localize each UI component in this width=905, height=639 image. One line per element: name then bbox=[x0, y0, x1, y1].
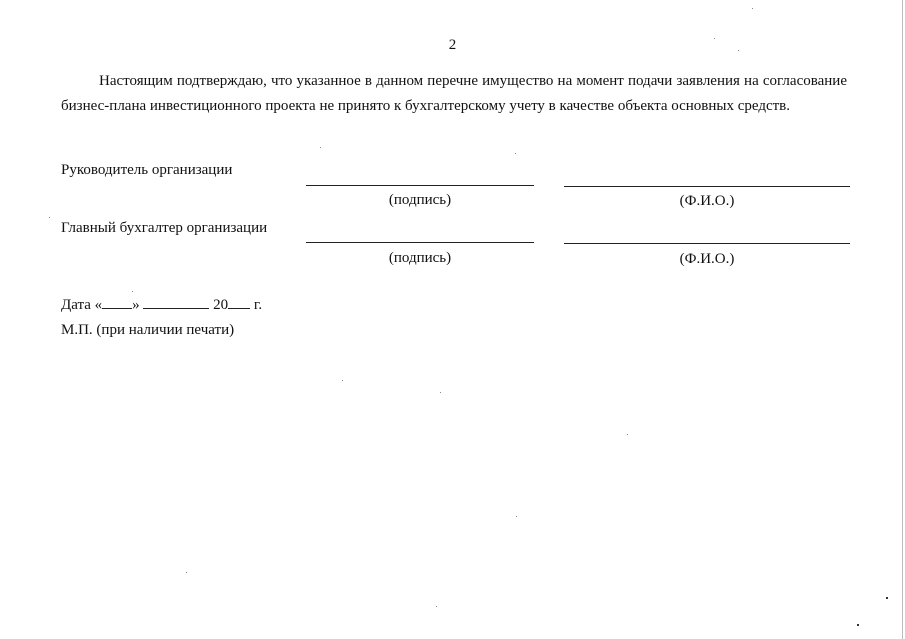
scan-speck bbox=[186, 572, 187, 573]
page-number: 2 bbox=[448, 37, 457, 53]
scan-speck bbox=[886, 597, 888, 599]
scan-speck bbox=[516, 516, 517, 517]
date-label: Дата « bbox=[61, 297, 103, 313]
scan-speck bbox=[342, 380, 343, 381]
stamp-note: М.П. (при наличии печати) bbox=[61, 322, 235, 338]
head-name-line bbox=[564, 186, 850, 187]
scan-speck bbox=[49, 217, 50, 218]
month-blank bbox=[143, 294, 209, 309]
head-signature-caption: (подпись) bbox=[388, 192, 452, 208]
scan-speck bbox=[320, 147, 321, 148]
scan-speck bbox=[714, 38, 715, 39]
scan-speck bbox=[752, 8, 753, 9]
scan-speck bbox=[436, 606, 437, 607]
scan-speck bbox=[132, 291, 133, 292]
scan-speck bbox=[627, 434, 628, 435]
confirmation-paragraph: Настоящим подтверждаю, что указанное в данном перечне имущество на момент подачи заявления на согласование бизнес-плана инвестиционного проекта не принято к бухгалтерскому учету в качестве объекта основных средств. bbox=[61, 73, 847, 114]
accountant-name-line bbox=[564, 243, 850, 244]
year-suffix: г. bbox=[253, 297, 263, 313]
year-blank bbox=[228, 294, 250, 309]
page-edge bbox=[902, 0, 903, 639]
scan-speck bbox=[857, 624, 859, 626]
chief-accountant-label: Главный бухгалтер организации bbox=[61, 220, 268, 236]
accountant-name-caption: (Ф.И.О.) bbox=[679, 251, 735, 267]
head-of-organization-label: Руководитель организации bbox=[61, 162, 233, 178]
date-quote-close: » bbox=[132, 297, 140, 313]
scan-speck bbox=[515, 153, 516, 154]
head-signature-line bbox=[306, 185, 534, 186]
scan-speck bbox=[440, 392, 441, 393]
date-line bbox=[61, 294, 262, 314]
accountant-signature-line bbox=[306, 242, 534, 243]
day-blank bbox=[102, 294, 132, 309]
head-name-caption: (Ф.И.О.) bbox=[679, 193, 735, 209]
scan-speck bbox=[738, 50, 739, 51]
year-prefix: 20 bbox=[213, 297, 229, 313]
accountant-signature-caption: (подпись) bbox=[388, 250, 452, 266]
